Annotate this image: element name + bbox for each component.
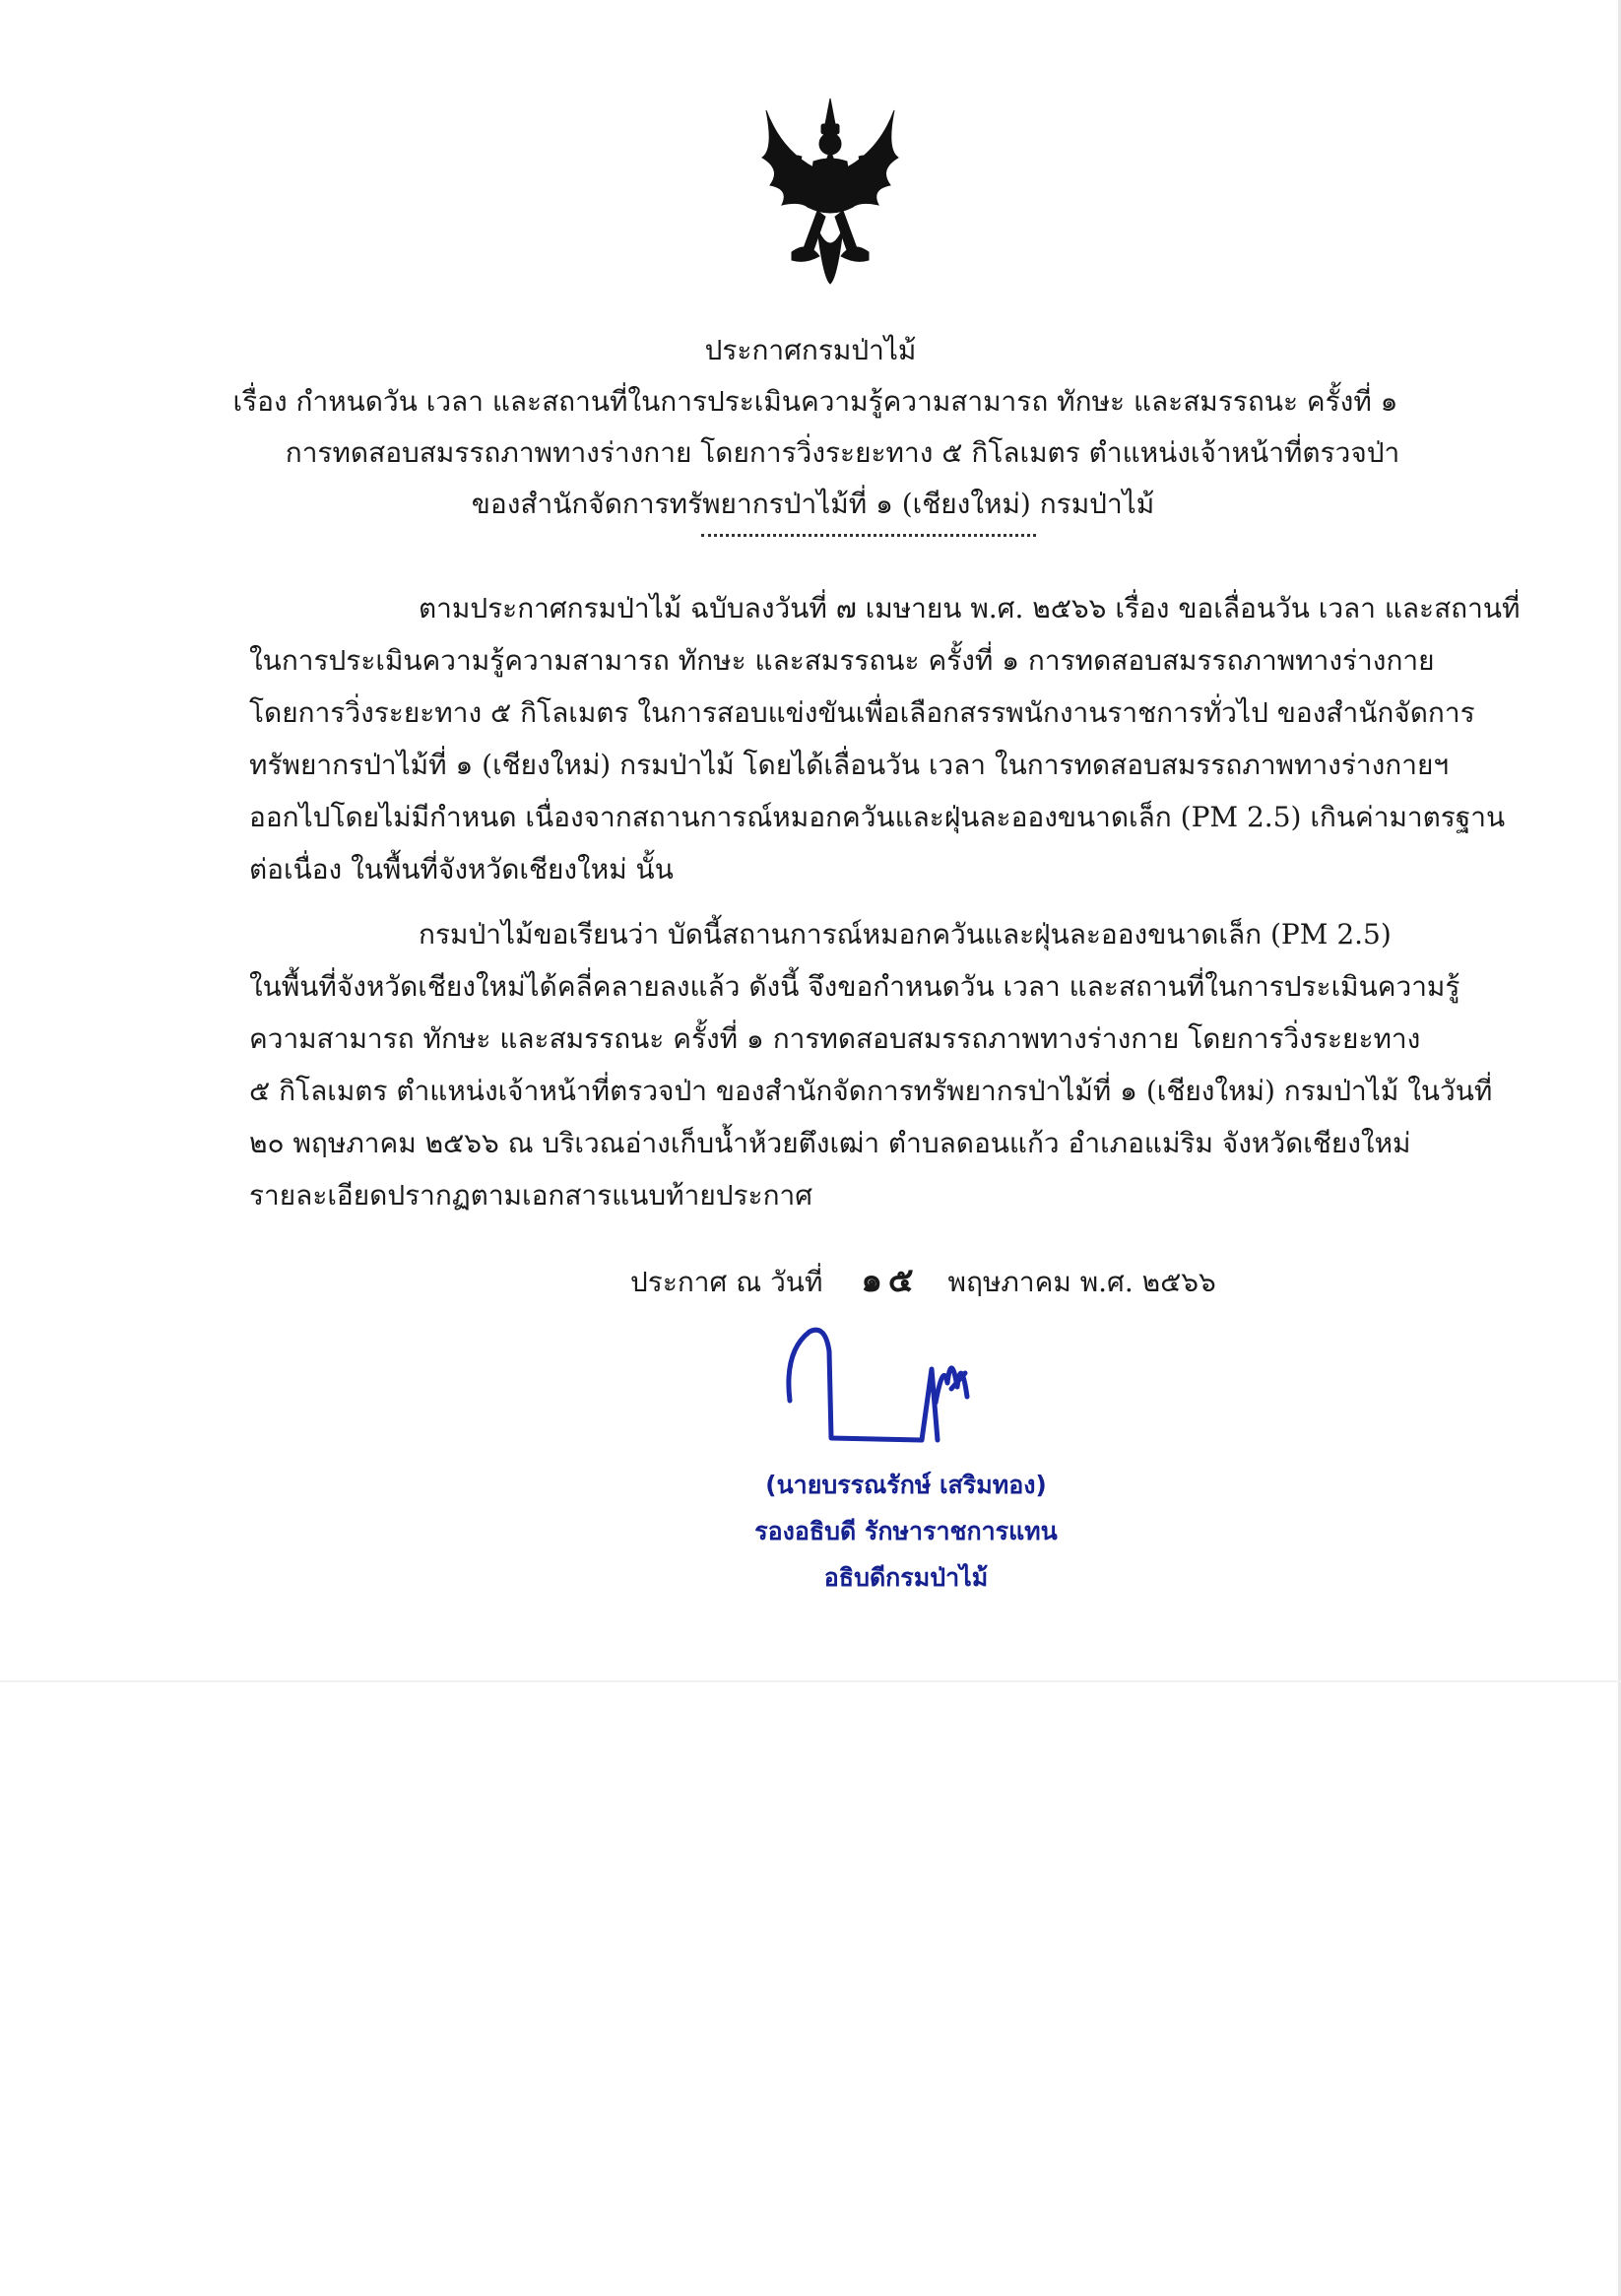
paragraph-line: ความสามารถ ทักษะ และสมรรถนะ ครั้งที่ ๑ การทดสอบสมรรถภาพทางร่างกาย โดยการวิ่งระยะทาง <box>249 1022 1421 1055</box>
paragraph-line: ออกไปโดยไม่มีกำหนด เนื่องจากสถานการณ์หมอกควันและฝุ่นละอองขนาดเล็ก (PM 2.5) เกินค่ามาตรฐาน <box>249 801 1506 833</box>
paragraph-line: ๕ กิโลเมตร ตำแหน่งเจ้าหน้าที่ตรวจป่า ของสำนักจัดการทรัพยากรป่าไม้ที่ ๑ (เชียงใหม่) กรมป่าไม้ ในวันที่ <box>249 1075 1493 1107</box>
body-paragraph-1 <box>249 582 1521 895</box>
date-month: พฤษภาคม <box>947 1266 1071 1298</box>
paragraph-line: กรมป่าไม้ขอเรียนว่า บัดนี้สถานการณ์หมอกควันและฝุ่นละอองขนาดเล็ก (PM 2.5) <box>419 918 1392 951</box>
signatory-position: รองอธิบดี รักษาราชการแทน <box>754 1517 1058 1545</box>
handwritten-signature-icon <box>774 1312 1070 1450</box>
garuda-emblem-icon <box>756 91 904 288</box>
subject-line: ของสำนักจัดการทรัพยากรป่าไม้ที่ ๑ (เชียงใหม่) กรมป่าไม้ <box>471 488 1155 520</box>
paragraph-line: ในพื้นที่จังหวัดเชียงใหม่ได้คลี่คลายลงแล้ว ดังนี้ จึงขอกำหนดวัน เวลา และสถานที่ในการประเมินความรู้ <box>249 970 1460 1003</box>
dotted-separator <box>701 534 1036 537</box>
paragraph-line: ๒๐ พฤษภาคม ๒๕๖๖ ณ บริเวณอ่างเก็บน้ำห้วยตึงเฒ่า ตำบลดอนแก้ว อำเภอแม่ริม จังหวัดเชียงใหม่ <box>249 1127 1411 1159</box>
fold-line <box>0 1680 1621 1682</box>
announcement-title: ประกาศกรมป่าไม้ <box>704 334 917 366</box>
body-paragraph-2 <box>249 908 1493 1221</box>
date-day: ๑๕ <box>861 1261 920 1300</box>
paragraph-line: ตามประกาศกรมป่าไม้ ฉบับลงวันที่ ๗ เมษายน พ.ศ. ๒๕๖๖ เรื่อง ขอเลื่อนวัน เวลา และสถานที่ <box>419 592 1521 624</box>
signatory-block <box>709 1462 1103 1601</box>
date-year: พ.ศ. ๒๕๖๖ <box>1079 1266 1216 1298</box>
announcement-date <box>630 1253 1216 1306</box>
date-prefix: ประกาศ ณ วันที่ <box>630 1266 823 1298</box>
signatory-position: อธิบดีกรมป่าไม้ <box>823 1563 989 1592</box>
signatory-name: (นายบรรณรักษ์ เสริมทอง) <box>765 1471 1047 1499</box>
announcement-title-block <box>0 325 1621 530</box>
paragraph-line: ทรัพยากรป่าไม้ที่ ๑ (เชียงใหม่) กรมป่าไม้ โดยได้เลื่อนวัน เวลา ในการทดสอบสมรรถภาพทางร่างกายฯ <box>249 749 1450 781</box>
paragraph-line: ในการประเมินความรู้ความสามารถ ทักษะ และสมรรถนะ ครั้งที่ ๑ การทดสอบสมรรถภาพทางร่างกาย <box>249 644 1435 677</box>
paragraph-line: โดยการวิ่งระยะทาง ๕ กิโลเมตร ในการสอบแข่งขันเพื่อเลือกสรรพนักงานราชการทั่วไป ของสำนักจัดการ <box>249 696 1475 729</box>
subject-line: เรื่อง กำหนดวัน เวลา และสถานที่ในการประเมินความรู้ความสามารถ ทักษะ และสมรรถนะ ครั้งที่ ๑ <box>232 385 1398 418</box>
subject-line: การทดสอบสมรรถภาพทางร่างกาย โดยการวิ่งระยะทาง ๕ กิโลเมตร ตำแหน่งเจ้าหน้าที่ตรวจป่า <box>285 436 1400 469</box>
paragraph-line: ต่อเนื่อง ในพื้นที่จังหวัดเชียงใหม่ นั้น <box>249 853 674 886</box>
paragraph-line: รายละเอียดปรากฏตามเอกสารแนบท้ายประกาศ <box>249 1179 813 1212</box>
